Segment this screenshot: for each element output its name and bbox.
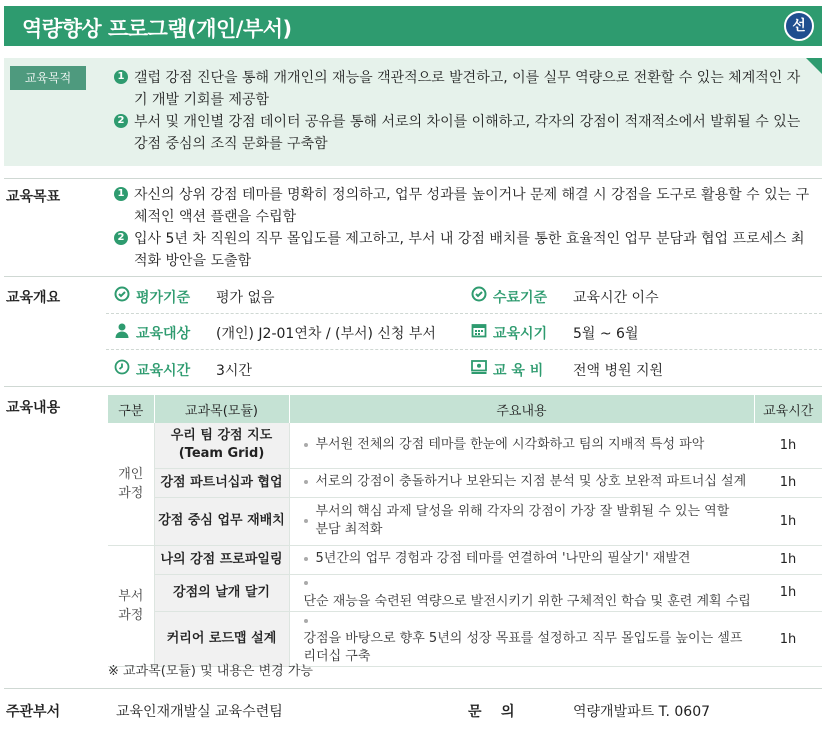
program-header [4, 6, 822, 46]
module-cell: 강점 중심 업무 재배치 [154, 497, 289, 545]
clock-icon [114, 359, 130, 375]
check-target-icon [471, 286, 487, 302]
dept-label: 주관부서 [6, 704, 61, 720]
overview-key [136, 360, 190, 380]
change-note: ※ 교과목(모듈) 및 내용은 변경 가능 [108, 664, 313, 679]
overview-value: 5월 ~ 6월 [573, 326, 639, 342]
column-header: 교과목(모듈) [154, 395, 289, 423]
description-text [316, 503, 730, 539]
purpose-label: 교육목적 [10, 66, 86, 90]
goal-label: 교육목표 [6, 189, 61, 205]
page-title: 역량향상 프로그램(개인/부서) [22, 17, 292, 41]
description-text: 5년간의 업무 경험과 강점 테마를 연결하여 '나만의 필살기' 재발견 [315, 551, 691, 567]
description-text: 서로의 강점이 충돌하거나 보완되는 지점 분석 및 상호 보완적 파트너십 설계 [315, 474, 747, 490]
contact-label: 문 의 [468, 704, 515, 720]
overview-key-text: 교육대상 [136, 326, 191, 342]
hours-cell: 1h [754, 574, 822, 612]
status-badge: 선 [784, 11, 814, 41]
overview-value: 교육시간 이수 [573, 290, 659, 306]
group-name-line: 과정 [118, 485, 144, 501]
description-line: 강점을 바탕으로 향후 5년의 성장 목표를 설정하고 직무 몰입도를 높이는 셀프 [303, 631, 743, 646]
description-cell [289, 574, 754, 612]
module-cell: 강점 파트너십과 협업 [154, 468, 289, 497]
module-name-line: (Team Grid) [178, 446, 265, 462]
person-icon [114, 322, 130, 338]
bullet-dot [304, 443, 308, 447]
purpose-item-text: 부서 및 개인별 강점 데이터 공유를 통해 서로의 차이를 이해하고, 각자의 강점이 적재적소에서 발휘될 수 있는 강점 중심의 조직 문화를 구축함 [134, 114, 801, 152]
group-cell [108, 423, 154, 545]
group-name-line: 과정 [118, 607, 144, 623]
bullet-dot [304, 581, 308, 585]
description-cell [289, 545, 754, 574]
section-divider [4, 178, 822, 179]
overview-value: 평가 없음 [216, 290, 275, 306]
group-cell [108, 545, 154, 667]
overview-key [493, 287, 547, 307]
module-cell [154, 423, 289, 468]
calendar-icon [471, 322, 487, 338]
description-line: 리더십 구축 [303, 649, 371, 664]
table-row [108, 612, 822, 667]
row-divider [106, 313, 822, 314]
hours-cell: 1h [754, 612, 822, 667]
goal-item-text: 자신의 상위 강점 테마를 명확히 정의하고, 업무 성과를 높이거나 문제 해결 시 강점을 도구로 활용할 수 있는 구체적인 액션 플랜을 수립함 [134, 187, 810, 225]
bullet-dot [304, 557, 308, 561]
corner-fold-decoration [806, 58, 822, 74]
overview-key-text: 교 육 비 [493, 363, 544, 379]
number-badge: 1 [114, 187, 128, 201]
hours-cell: 1h [754, 423, 822, 468]
overview-key [493, 360, 543, 380]
description-line: 분담 최적화 [315, 522, 383, 537]
description-text: 단순 재능을 숙련된 역량으로 발전시키기 위한 구체적인 학습 및 훈련 계획 수립 [303, 593, 751, 609]
description-text: 부서원 전체의 강점 테마를 한눈에 시각화하고 팀의 지배적 특성 파악 [315, 437, 705, 452]
overview-key [493, 323, 547, 343]
dept-value: 교육인재개발실 교육수련팀 [116, 704, 283, 720]
description-cell [289, 423, 754, 468]
table-row [108, 545, 822, 574]
hours-cell: 1h [754, 545, 822, 574]
goal-item [114, 228, 818, 272]
goal-item-text: 입사 5년 차 직원의 직무 몰입도를 제고하고, 부서 내 강점 배치를 통한 효율적인 업무 분담과 협업 프로세스 최적화 방안을 도출함 [134, 231, 805, 269]
number-badge: 1 [114, 70, 128, 84]
purpose-section [4, 58, 822, 166]
description-cell [289, 612, 754, 667]
description-line: 부서의 핵심 과제 달성을 위해 각자의 강점이 가장 잘 발휘될 수 있는 역할 [315, 504, 730, 519]
overview-value: (개인) J2-01연차 / (부서) 신청 부서 [216, 326, 436, 342]
overview-value: 3시간 [216, 363, 252, 379]
bullet-dot [304, 480, 308, 484]
overview-key-text: 교육시기 [493, 326, 548, 342]
table-row [108, 468, 822, 497]
module-name-line: 우리 팀 강점 지도 [170, 428, 273, 444]
column-header: 주요내용 [289, 395, 754, 423]
description-cell [289, 497, 754, 545]
module-cell: 강점의 날개 달기 [154, 574, 289, 612]
number-badge: 2 [114, 114, 128, 128]
check-target-icon [114, 286, 130, 302]
row-divider [106, 349, 822, 350]
purpose-item [114, 67, 804, 111]
bullet-dot [304, 519, 308, 523]
money-icon [471, 359, 487, 375]
module-cell: 나의 강점 프로파일링 [154, 545, 289, 574]
content-label: 교육내용 [6, 400, 61, 416]
column-header: 교육시간 [754, 395, 822, 423]
description-cell [289, 468, 754, 497]
table-row [108, 574, 822, 612]
contact-value: 역량개발파트 T. 0607 [573, 704, 711, 720]
overview-key-text: 교육시간 [136, 363, 191, 379]
section-divider [4, 276, 822, 277]
overview-key [136, 323, 190, 343]
table-row [108, 423, 822, 468]
hours-cell: 1h [754, 468, 822, 497]
curriculum-table [108, 395, 822, 667]
number-badge: 2 [114, 231, 128, 245]
module-cell: 커리어 로드맵 설계 [154, 612, 289, 667]
section-divider [4, 386, 822, 387]
overview-key-text: 평가기준 [136, 290, 191, 306]
overview-key [136, 287, 190, 307]
group-name-line: 개인 [118, 466, 144, 482]
purpose-item-text: 갤럽 강점 진단을 통해 개개인의 재능을 객관적으로 발견하고, 이를 실무 역량으로 전환할 수 있는 체계적인 자기 개발 기회를 제공함 [134, 70, 801, 108]
bullet-dot [304, 619, 308, 623]
purpose-item [114, 111, 804, 155]
hours-cell: 1h [754, 497, 822, 545]
table-row [108, 497, 822, 545]
goal-item [114, 184, 818, 228]
table-header-row [108, 395, 822, 423]
description-text [304, 630, 743, 666]
overview-value: 전액 병원 지원 [573, 363, 664, 379]
group-name-line: 부서 [118, 588, 144, 604]
column-header: 구분 [108, 395, 154, 423]
overview-label: 교육개요 [6, 290, 61, 306]
overview-key-text: 수료기준 [493, 290, 548, 306]
section-divider [4, 688, 822, 689]
